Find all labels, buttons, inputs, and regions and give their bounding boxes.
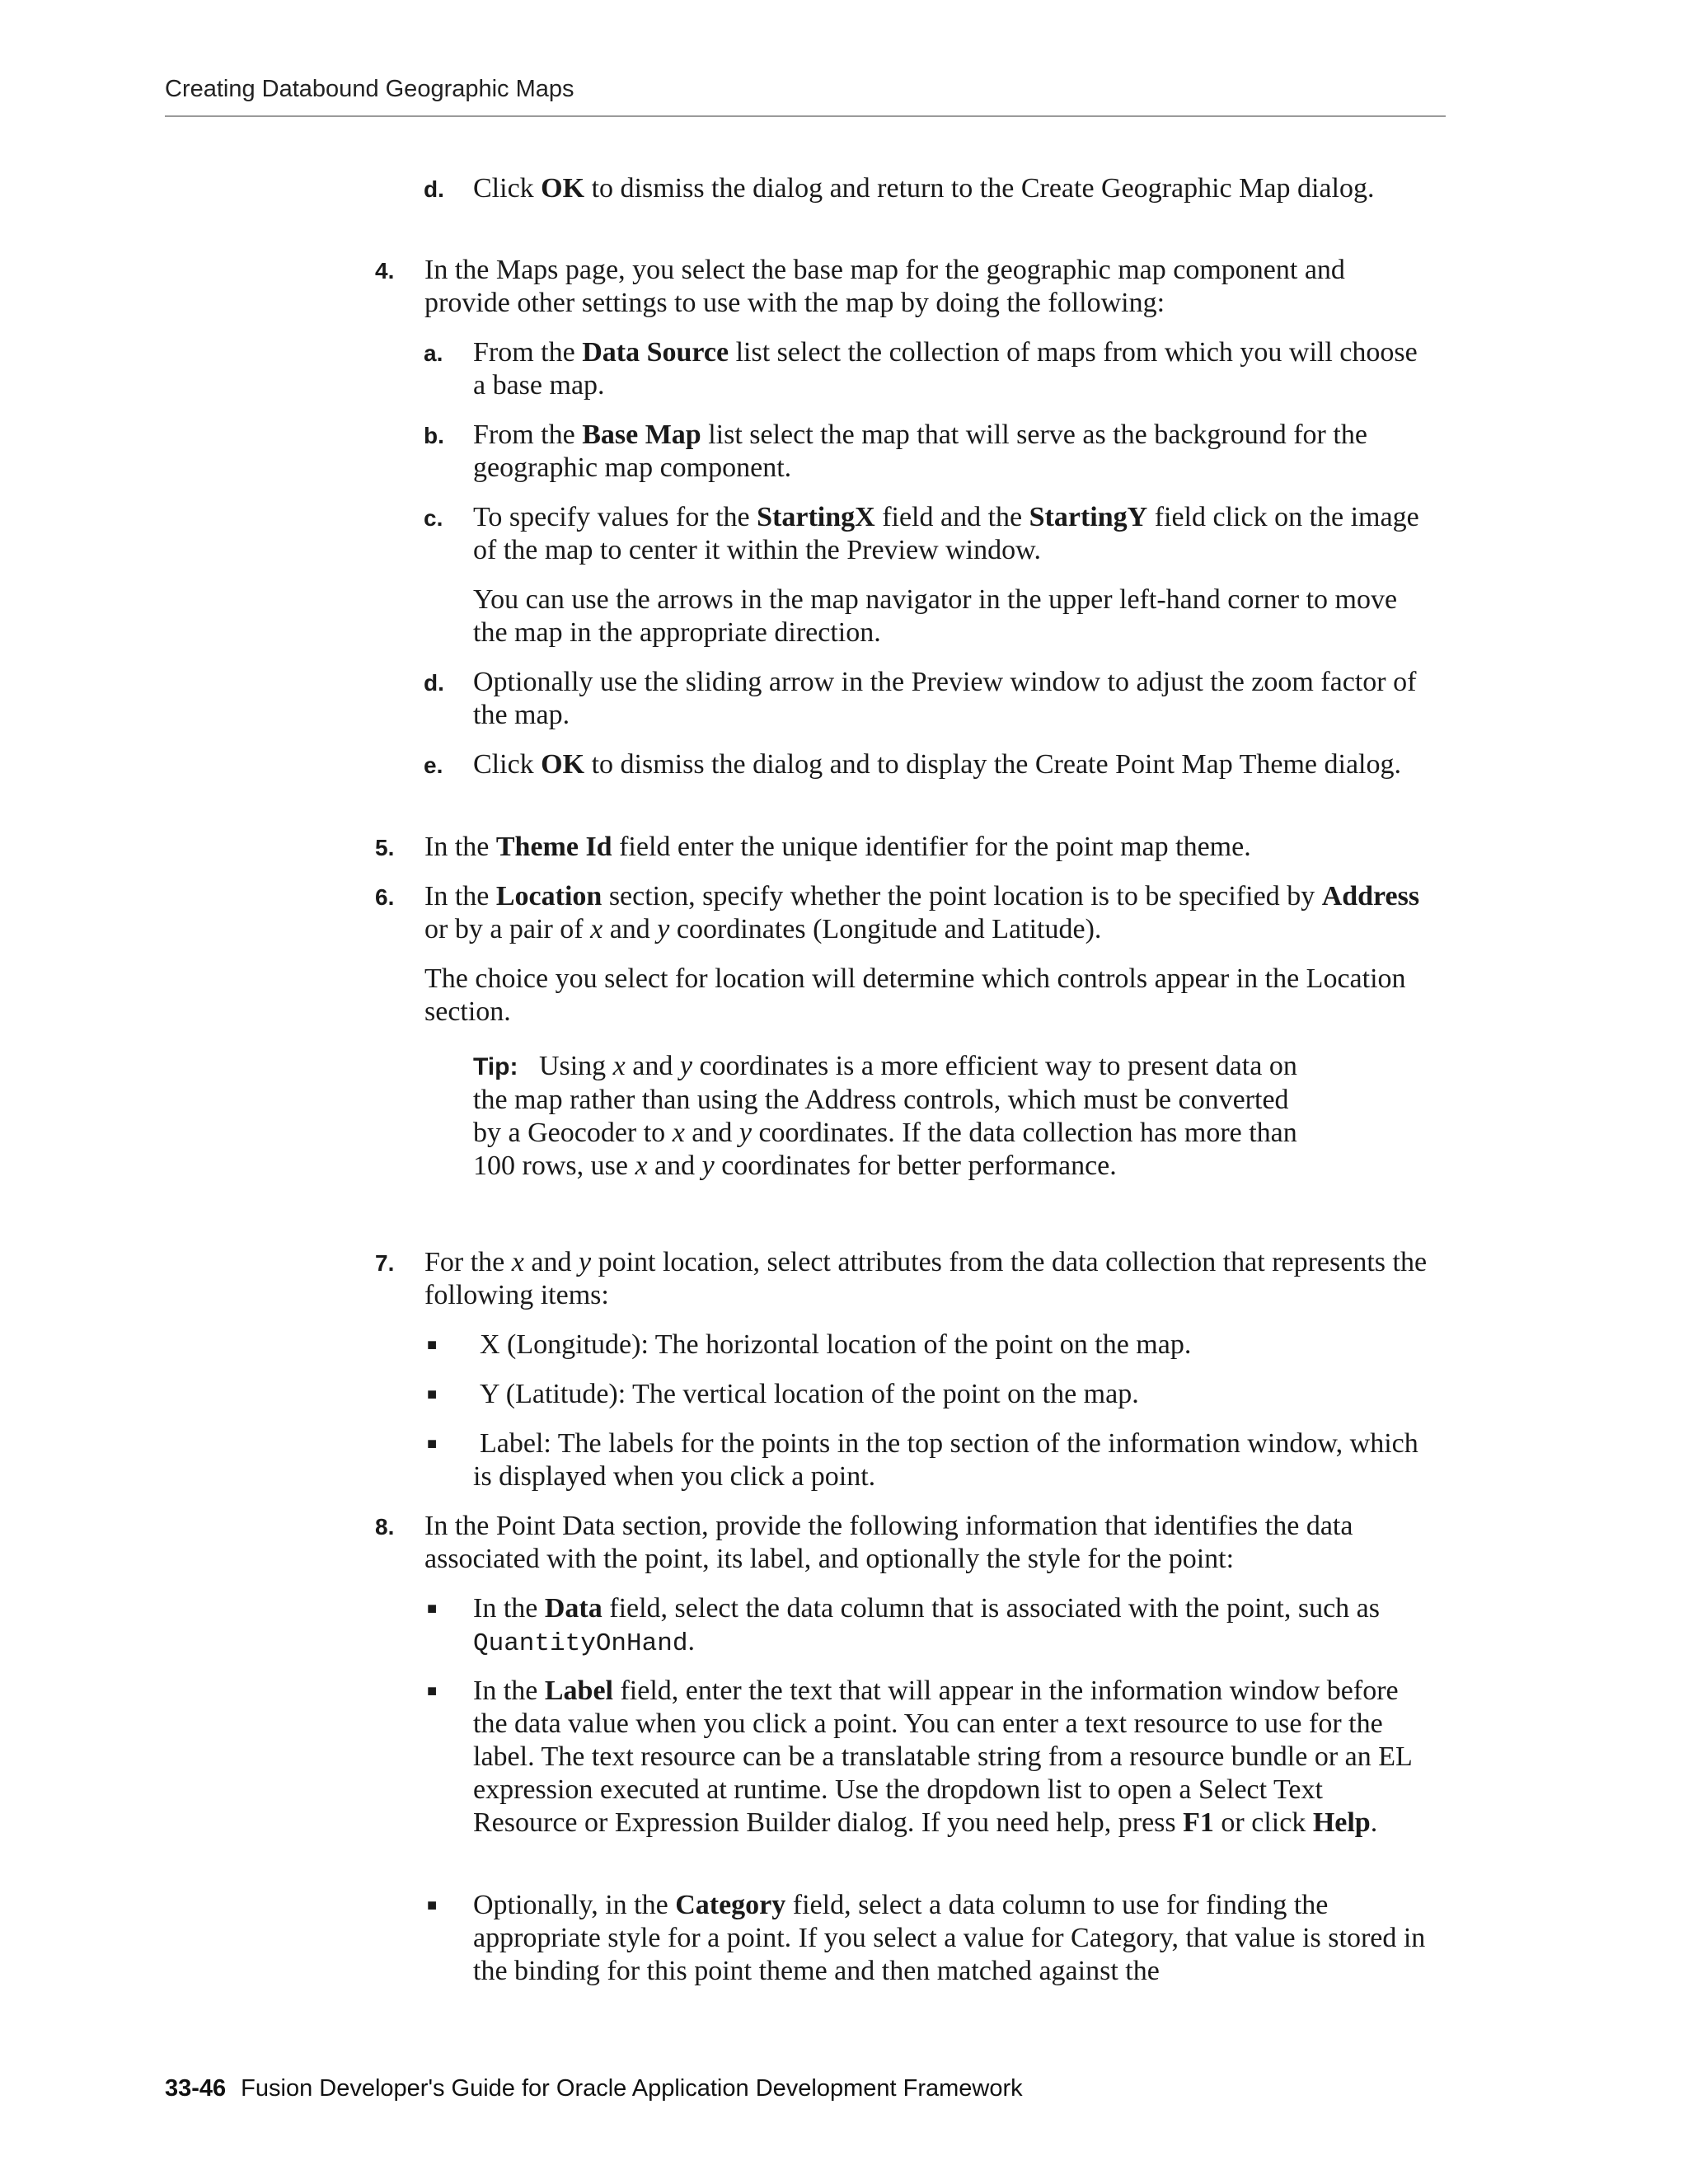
step-5: 5. In the Theme Id field enter the unique identifier for the point map theme. <box>424 831 1430 864</box>
bullet-icon: ■ <box>427 1600 438 1618</box>
list-marker: d. <box>424 176 444 202</box>
bullet-icon: ■ <box>427 1385 438 1404</box>
step-4d: d. Optionally use the sliding arrow in the Preview window to adjust the zoom factor of the map. <box>424 667 1417 730</box>
bullet-icon: ■ <box>427 1682 438 1700</box>
page-number: 33-46 <box>165 2075 227 2102</box>
step-8-bullet-data: ■ In the Data field, select the data column that is associated with the point, such as QuantityOnHand. <box>427 1593 1381 1658</box>
running-header: Creating Databound Geographic Maps <box>165 76 574 102</box>
tip-label: Tip: <box>473 1053 518 1080</box>
step-7: 7. For the x and y point location, select attributes from the data collection that represents the following items: <box>375 1247 1428 1310</box>
step-4: 4. In the Maps page, you select the base map for the geographic map component and provide other settings to use with the map by doing the following: <box>375 255 1345 318</box>
page-footer <box>165 2075 1023 2102</box>
bullet-icon: ■ <box>427 1435 438 1453</box>
step-4e: e. Click OK to dismiss the dialog and to display the Create Point Map Theme dialog. <box>473 748 1429 781</box>
step-8-bullet-label: ■ In the Label field, enter the text that will appear in the information window before the data value when you click a point. You can enter a text resource to use for the label. The text resource can be a translatable string from a resource bundle or an EL expression executed at runtime. Use the dropdown list to open a Select Text Resource or Expression Builder dialog. If you need help, press F1 or click Help. <box>427 1675 1412 1838</box>
step-6-note: The choice you select for location will determine which controls appear in the Location section. <box>424 963 1406 1027</box>
tip-note: Tip: Using x and y coordinates is a more efficient way to present data on the map rather than using the Address controls, which must be converted by a Geocoder to x and y coordinates. If the data collection has more than 100 rows, use x and y coordinates for better performance. <box>473 1051 1297 1181</box>
list-marker: a. <box>424 340 443 366</box>
list-marker: 6. <box>375 884 395 910</box>
list-marker: e. <box>424 752 443 778</box>
bullet-icon: ■ <box>427 1896 438 1915</box>
list-marker: d. <box>424 670 444 696</box>
step-7-bullet-x: ■ X (Longitude): The horizontal location of the point on the map. <box>427 1329 1192 1360</box>
step-8-bullet-category: ■ Optionally, in the Category field, select a data column to use for finding the appropriate style for a point. If you select a value for Category, that value is stored in the binding for this point theme and then matched against the <box>427 1890 1426 1986</box>
step-4b: b. From the Base Map list select the map that will serve as the background for the geographic map component. <box>424 419 1367 483</box>
list-marker: c. <box>424 505 443 531</box>
step-7-bullet-label: ■ Label: The labels for the points in the top section of the information window, which is displayed when you click a point. <box>427 1428 1418 1492</box>
list-marker: 7. <box>375 1250 395 1276</box>
list-marker: 5. <box>375 835 395 860</box>
step-6: 6. In the Location section, specify whether the point location is to be specified by Address or by a pair of x and y coordinates (Longitude and Latitude). <box>375 881 1420 944</box>
list-marker: b. <box>424 423 444 448</box>
book-title: Fusion Developer's Guide for Oracle Application Development Framework <box>241 2075 1023 2102</box>
list-marker: 8. <box>375 1514 395 1540</box>
step-7-bullet-y: ■ Y (Latitude): The vertical location of the point on the map. <box>427 1379 1139 1409</box>
step-4c-note: You can use the arrows in the map navigator in the upper left-hand corner to move the map in the appropriate direction. <box>473 584 1398 648</box>
step-4a: a. From the Data Source list select the collection of maps from which you will choose a base map. <box>424 337 1418 401</box>
step-8: 8. In the Point Data section, provide the following information that identifies the data associated with the point, its label, and optionally the style for the point: <box>375 1511 1353 1574</box>
bullet-icon: ■ <box>427 1336 438 1354</box>
header-rule <box>165 115 1446 117</box>
list-marker: 4. <box>375 258 395 284</box>
step-4c: c. To specify values for the StartingX field and the StartingY field click on the image of the map to center it within the Preview window. <box>424 502 1419 565</box>
step-3d: d. Click OK to dismiss the dialog and return to the Create Geographic Map dialog. <box>473 172 1429 205</box>
